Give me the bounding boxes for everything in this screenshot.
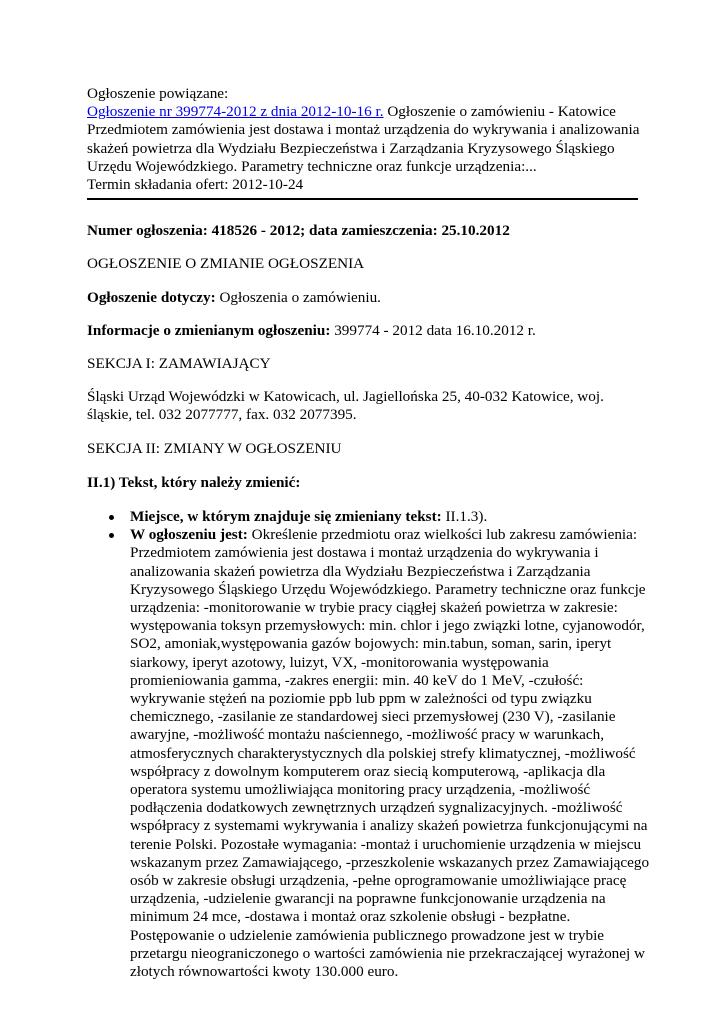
section1-title: SEKCJA I: ZAMAWIAJĄCY xyxy=(87,355,271,372)
notice-concerns-label: Ogłoszenie dotyczy: xyxy=(87,289,216,306)
notice-number: Numer ogłoszenia: 418526 - 2012; data zamieszczenia: 25.10.2012 xyxy=(87,222,510,239)
section2-title: SEKCJA II: ZMIANY W OGŁOSZENIU xyxy=(87,440,342,457)
related-notice-link[interactable]: Ogłoszenie nr 399774-2012 z dnia 2012-10-16 r. xyxy=(87,103,384,121)
related-summary-text: Ogłoszenie o zamówieniu - Katowice Przedmiotem zamówienia jest dostawa i montaż urządzenia do wykrywania i analizowania skażeń powietrza dla Wydziału Bezpieczeństwa i Zarządzania Kryzysowego Śląskiego Urzędu Wojewódzkiego. Parametry techniczne oraz funkcje urządzenia:... xyxy=(87,103,640,175)
notice-changed-value: 399774 - 2012 data 16.10.2012 r. xyxy=(330,322,536,339)
change-place-label: Miejsce, w którym znajduje się zmieniany tekst: xyxy=(130,508,442,525)
related-notice xyxy=(87,85,647,194)
changes-list xyxy=(130,508,650,981)
horizontal-divider xyxy=(87,198,638,200)
list-item xyxy=(130,508,650,526)
notice-concerns xyxy=(87,289,647,307)
related-heading: Ogłoszenie powiązane: xyxy=(87,85,229,102)
notice-changed-label: Informacje o zmienianym ogłoszeniu: xyxy=(87,322,331,339)
list-item xyxy=(130,526,650,981)
notice-concerns-value: Ogłoszenia o zamówieniu. xyxy=(215,289,381,306)
notice-type: OGŁOSZENIE O ZMIANIE OGŁOSZENIA xyxy=(87,255,365,272)
notice-changed-info xyxy=(87,322,647,340)
change-current-value: Określenie przedmiotu oraz wielkości lub zakresu zamówienia: Przedmiotem zamówienia jest dostawa i montaż urządzenia do wykrywania i analizowania skażeń powietrza dla Wydziału Bezpieczeństwa i Zarządzania Kryzysowego Śląskiego Urzędu Wojewódzkiego. Parametry techniczne oraz funkcje urządzenia: -monitorowanie w trybie pracy ciągłej skażeń powietrza w zakresie: występowania toksyn przemysłowych: min. chlor i jego związki lotne, cyjanowodór, SO2, amoniak,występowania gazów bojowych: min.tabun, soman, sarin, iperyt siarkowy, iperyt azotowy, luizyt, VX, -monitorowania występowania promieniowania gamma, -zakres energii: min. 40 keV do 1 MeV, -czułość: wykrywanie stężeń na poziomie ppb lub ppm w zależności od typu związku chemicznego, -zasilanie ze standardowej sieci przemysłowej (230 V), -zasilanie awaryjne, -możliwość montażu naściennego, -możliwość pracy w warunkach, atmosferycznych charakterystycznych dla polskiej strefy klimatycznej, -możliwość współpracy z dowolnym komputerem oraz siecią komputerową, -aplikacja dla operatora systemu umożliwiająca monitoring pracy urządzenia, -możliwość podłączenia dodatkowych zewnętrznych urządzeń sygnalizacyjnych. -możliwość współpracy z systemami wykrywania i analizy skażeń powietrza funkcjonującymi na terenie Polski. Pozostałe wymagania: -montaż i uruchomienie urządzenia w miejscu wskazanym przez Zamawiającego, -przeszkolenie wskazanych przez Zamawiającego osób w zakresie obsługi urządzenia, -pełne oprogramowanie umożliwiające pracę urządzenia, -udzielenie gwarancji na poprawne funkcjonowanie urządzenia na minimum 24 mce, -dostawa i montaż oraz szkolenie obsługi - bezpłatne. Postępowanie o udzielenie zamówienia publicznego prowadzone jest w trybie przetargu nieograniczonego o wartości zamówienia nie przekraczającej wyrażonej w złotych równowartości kwoty 130.000 euro. xyxy=(130,526,650,981)
change-place-value: II.1.3). xyxy=(441,508,488,525)
related-deadline: Termin składania ofert: 2012-10-24 xyxy=(87,176,304,194)
section2-subtitle: II.1) Tekst, który należy zmienić: xyxy=(87,474,301,491)
section1-body: Śląski Urząd Wojewódzki w Katowicach, ul. Jagiellońska 25, 40-032 Katowice, woj. śląskie, tel. 032 2077777, fax. 032 2077395. xyxy=(87,388,604,424)
change-current-label: W ogłoszeniu jest: xyxy=(130,526,248,544)
related-summary xyxy=(87,103,647,176)
